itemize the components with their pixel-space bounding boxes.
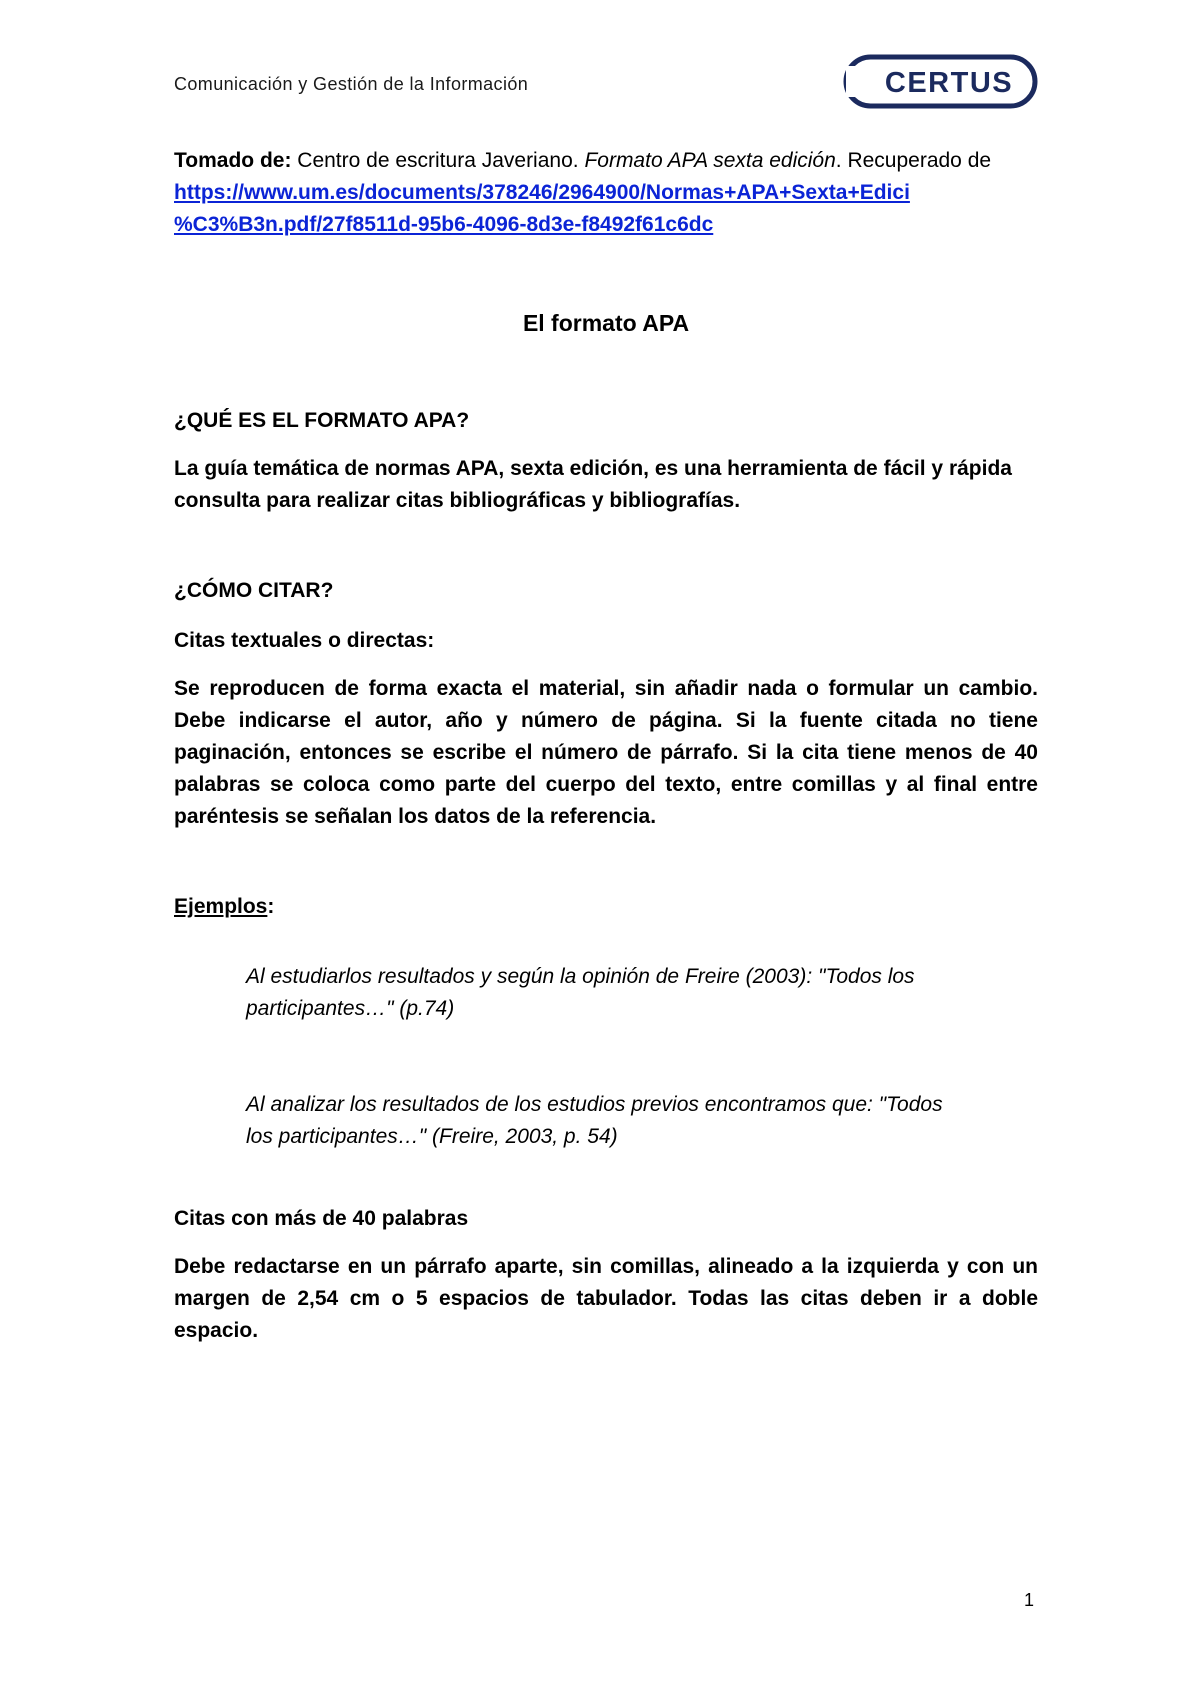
example-quote-1: Al estudiarlos resultados y según la opinión de Freire (2003): "Todos los participantes…" (p.74): [246, 965, 915, 1020]
section-heading-how-to-cite: ¿CÓMO CITAR?: [174, 579, 334, 602]
section-heading-long-quotes: Citas con más de 40 palabras: [174, 1207, 469, 1230]
page-number: 1: [1024, 1590, 1035, 1610]
source-title: Formato APA sexta edición: [584, 149, 836, 172]
section-body-direct-quotes: Se reproducen de forma exacta el material, sin añadir nada o formular un cambio. Debe indicarse el autor, año y número de página. Si la fuente citada no tiene paginación, entonces se escribe el número de párrafo. Si la cita tiene menos de 40 palabras se coloca como parte del cuerpo del texto, entre comillas y al final entre paréntesis se señalan los datos de la referencia.: [174, 677, 1038, 828]
header-course-title: Comunicación y Gestión de la Información: [174, 74, 529, 94]
source-citation: [174, 145, 1038, 241]
section-heading-what-is: ¿QUÉ ES EL FORMATO APA?: [174, 409, 470, 432]
source-url-line1: https://www.um.es/documents/378246/2964900/Normas+APA+Sexta+Edici: [174, 181, 910, 204]
source-retrieved: . Recuperado de: [835, 149, 992, 172]
document-title: El formato APA: [522, 310, 690, 336]
logo-text: CERTUS: [884, 67, 1014, 99]
source-label: Tomado de:: [174, 149, 292, 172]
example-quote-2: Al analizar los resultados de los estudios previos encontramos que: "Todos los participantes…" (Freire, 2003, p. 54): [246, 1093, 943, 1148]
examples-label-text: Ejemplos: [174, 895, 268, 918]
section-body-long-quotes: Debe redactarse en un párrafo aparte, sin comillas, alineado a la izquierda y con un margen de 2,54 cm o 5 espacios de tabulador. Todas las citas deben ir a doble espacio.: [174, 1255, 1038, 1342]
source-text: Centro de escritura Javeriano.: [291, 149, 585, 172]
examples-label: [174, 891, 1038, 923]
subheading-direct-quotes: Citas textuales o directas:: [174, 629, 435, 652]
certus-logo: [843, 54, 1038, 109]
source-url-link[interactable]: [174, 181, 910, 236]
source-url-line2: %C3%B3n.pdf/27f8511d-95b6-4096-8d3e-f8492f61c6dc: [174, 213, 714, 236]
document-body: [174, 145, 1038, 1347]
section-body-what-is: La guía temática de normas APA, sexta edición, es una herramienta de fácil y rápida consulta para realizar citas bibliográficas y bibliografías.: [174, 457, 1012, 512]
examples-label-colon: :: [267, 895, 275, 918]
